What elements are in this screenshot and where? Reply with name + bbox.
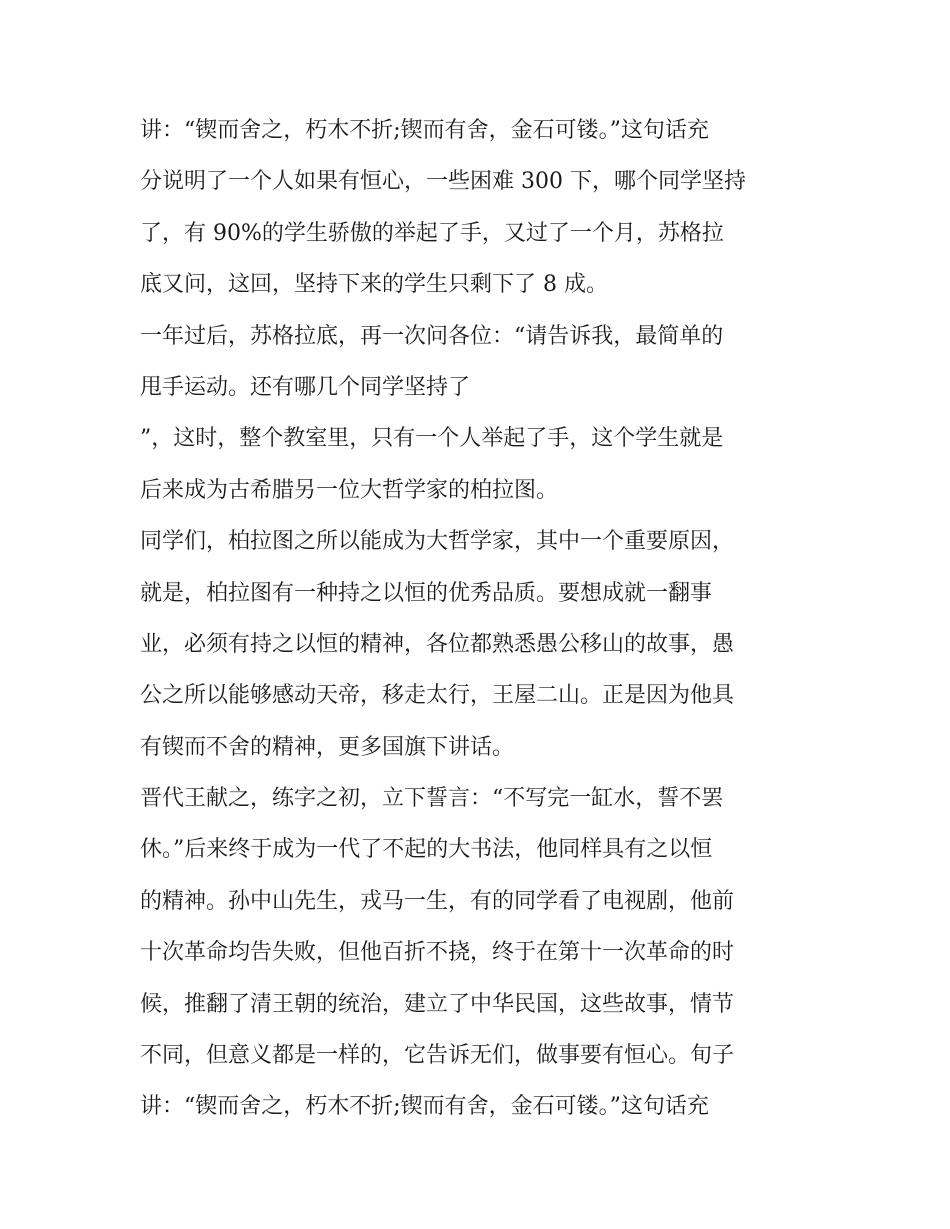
text-line: 就是，柏拉图有一种持之以恒的优秀品质。要想成就一翻事	[140, 580, 713, 606]
text-line: 十次革命均告失败，但他百折不挠，终于在第十一次革命的时	[140, 940, 735, 966]
text-line: 讲：“锲而舍之，朽木不折;锲而有舍，金石可镂。”这句话充	[140, 118, 709, 143]
text-line: 业，必须有持之以恒的精神，各位都熟悉愚公移山的故事，愚	[140, 631, 735, 657]
document-body	[140, 110, 820, 1138]
text-line: 候，推翻了清王朝的统治，建立了中华民国，这些故事，情节	[140, 991, 735, 1017]
text-line: 讲：“锲而舍之，朽木不折;锲而有舍，金石可镂。”这句话充	[140, 1094, 709, 1120]
text-line: ”，这时，整个教室里，只有一个人举起了手，这个学生就是	[140, 426, 724, 452]
text-line: 一年过后，苏格拉底，再一次问各位：“请告诉我，最简单的	[140, 323, 724, 349]
text-line: 后来成为古希腊另一位大哲学家的柏拉图。	[140, 477, 559, 503]
text-line: 底又问，这回，坚持下来的学生只剩下了 8 成。	[140, 272, 608, 298]
text-line: 了，有 90%的学生骄傲的举起了手，又过了一个月，苏格拉	[140, 220, 724, 246]
text-line: 晋代王献之，练字之初，立下誓言：“不写完一缸水，誓不罢	[140, 786, 724, 812]
text-line: 分说明了一个人如果有恒心，一些困难 300 下，哪个同学坚持	[140, 169, 746, 195]
text-line: 同学们，柏拉图之所以能成为大哲学家，其中一个重要原因，	[140, 529, 735, 555]
text-line: 有锲而不舍的精神，更多国旗下讲话。	[140, 734, 515, 760]
text-line: 公之所以能够感动天帝，移走太行，王屋二山。正是因为他具	[140, 683, 735, 709]
text-line: 的精神。孙中山先生，戎马一生，有的同学看了电视剧，他前	[140, 888, 735, 914]
text-line: 甩手运动。还有哪几个同学坚持了	[140, 374, 471, 400]
text-line: 不同，但意义都是一样的，它告诉无们，做事要有恒心。旬子	[140, 1043, 735, 1069]
text-line: 休。”后来终于成为一代了不起的大书法，他同样具有之以恒	[140, 837, 713, 863]
